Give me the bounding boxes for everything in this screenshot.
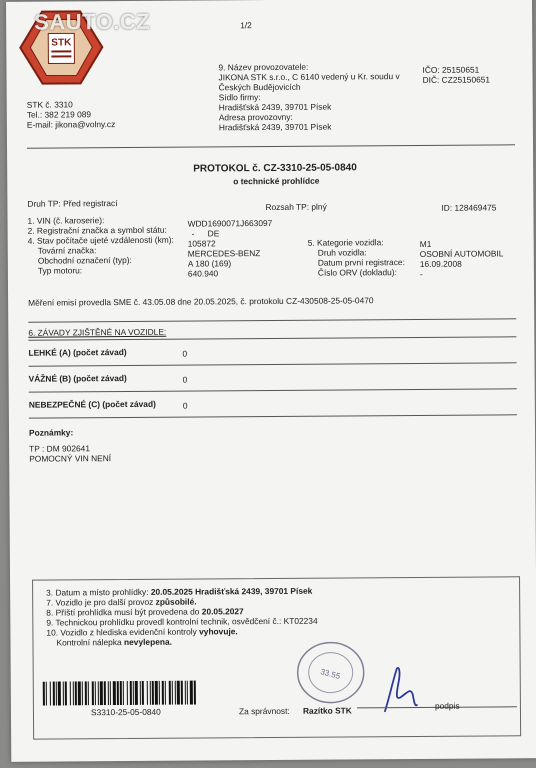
dic: DIČ: CZ25150651 xyxy=(422,74,491,85)
stamp-date: 33.55 xyxy=(319,667,342,681)
seat-address: Hradišťská 2439, 39701 Písek xyxy=(218,101,332,113)
premises-label: Adresa provozovny: xyxy=(218,111,293,123)
defects-serious-count: 0 xyxy=(182,374,188,385)
operator-label: 9. Název provozovatele: xyxy=(218,61,309,73)
operator-line1: JIKONA STK s.r.o., C 6140 vedený u Kr. soudu v xyxy=(218,71,400,83)
stamp-label: Razítko STK xyxy=(302,705,352,716)
inspection-type: Druh TP: Před registrací xyxy=(27,198,118,209)
reg-label: 2. Registrační značka a symbol státu: xyxy=(27,224,167,236)
notes-line2: POMOCNÝ VIN NENÍ xyxy=(29,453,112,464)
first-reg-label: Datum první registrace: xyxy=(317,257,405,268)
model-label: Obchodní označení (typ): xyxy=(37,254,132,266)
summary-date-place: 3. Datum a místo prohlídky: 20.05.2025 Hradišťská 2439, 39701 Písek xyxy=(46,585,313,598)
watermark: SAUTO.CZ xyxy=(34,8,151,35)
notes-heading: Poznámky: xyxy=(28,427,74,438)
inspection-id: ID: 128469475 xyxy=(441,202,497,213)
defects-heading: 6. ZÁVADY ZJIŠTĚNÉ NA VOZIDLE: xyxy=(28,326,167,338)
email: E-mail: jikona@volny.cz xyxy=(26,119,116,130)
defects-dangerous-label: NEBEZPEČNÉ (C) (počet závad) xyxy=(28,398,156,410)
engine-value: 640.940 xyxy=(187,268,219,279)
divider xyxy=(27,144,515,148)
divider xyxy=(29,414,517,418)
summary-roadworthy: 7. Vozidlo je pro další provoz způsobilé. xyxy=(46,596,197,608)
category-label: 5. Kategorie vozidla: xyxy=(307,237,384,248)
page-number: 1/2 xyxy=(240,20,252,31)
defects-dangerous-count: 0 xyxy=(182,400,188,411)
barcode-icon xyxy=(41,680,201,705)
stk-number: STK č. 3310 xyxy=(26,99,73,110)
defects-light-count: 0 xyxy=(182,348,188,359)
vin-label: 1. VIN (č. karoserie): xyxy=(27,215,105,226)
notes-line1: TP : DM 902641 xyxy=(29,443,91,454)
odometer-label: 4. Stav počítače ujeté vzdálenosti (km): xyxy=(27,234,174,246)
odometer-value: 105872 xyxy=(187,238,216,249)
model-value: A 180 (169) xyxy=(187,258,232,269)
defects-serious-label: VÁŽNÉ (B) (počet závad) xyxy=(28,373,127,384)
logo-text: STK xyxy=(51,37,72,49)
engine-label: Typ motoru: xyxy=(37,265,83,276)
correctness-label: Za správnost: xyxy=(238,705,290,717)
make-label: Tovární značka: xyxy=(37,245,97,256)
category-value: M1 xyxy=(419,238,432,249)
make-value: MERCEDES-BENZ xyxy=(187,248,261,259)
inspection-scope: Rozsah TP: plný xyxy=(265,201,327,213)
divider xyxy=(29,388,517,392)
divider xyxy=(28,318,516,322)
stk-stamp-icon xyxy=(294,639,366,706)
defects-light-label: LEHKÉ (A) (počet závad) xyxy=(28,347,127,358)
signature-icon xyxy=(379,661,419,713)
summary-evidence-check: 10. Vozidlo z hlediska evidenční kontroly vyhovuje. xyxy=(46,626,238,638)
operator-line2: Českých Budějovicích xyxy=(218,81,301,93)
orv-label: Číslo ORV (dokladu): xyxy=(317,267,397,278)
protocol-title: PROTOKOL č. CZ-3310-25-05-0840 xyxy=(193,162,357,175)
protocol-document xyxy=(6,0,536,762)
protocol-subtitle: o technické prohlídce xyxy=(233,175,320,187)
orv-value: - xyxy=(419,268,423,279)
premises-address: Hradišťská 2439, 39701 Písek xyxy=(218,121,332,133)
divider xyxy=(29,362,517,366)
reg-state: DE xyxy=(207,228,220,239)
summary-next-inspection: 8. Příští prohlídka musí být provedena do 20.05.2027 xyxy=(46,606,244,618)
seat-label: Sídlo firmy: xyxy=(218,92,261,103)
first-reg-value: 16.09.2008 xyxy=(419,258,462,269)
vin-value: WDD1690071J663097 xyxy=(187,217,273,229)
summary-sticker: Kontrolní nálepka nevylepena. xyxy=(56,636,172,648)
phone: Tel.: 382 219 089 xyxy=(26,109,92,120)
kind-label: Druh vozidla: xyxy=(317,247,367,258)
reg-dash: - xyxy=(191,228,195,239)
ico: IČO: 25150651 xyxy=(422,64,480,75)
summary-technician: 9. Technickou prohlídku provedl kontrolní technik, osvědčení č.: KT02234 xyxy=(46,615,318,628)
kind-value: OSOBNÍ AUTOMOBIL xyxy=(419,248,504,259)
barcode-text: S3310-25-05-0840 xyxy=(90,706,161,718)
signature-label: podpis xyxy=(434,700,460,711)
emissions-line: Měření emisí provedla SME č. 43.05.08 dne 20.05.2025, č. protokolu CZ-430508-25-05-0470 xyxy=(28,295,374,308)
